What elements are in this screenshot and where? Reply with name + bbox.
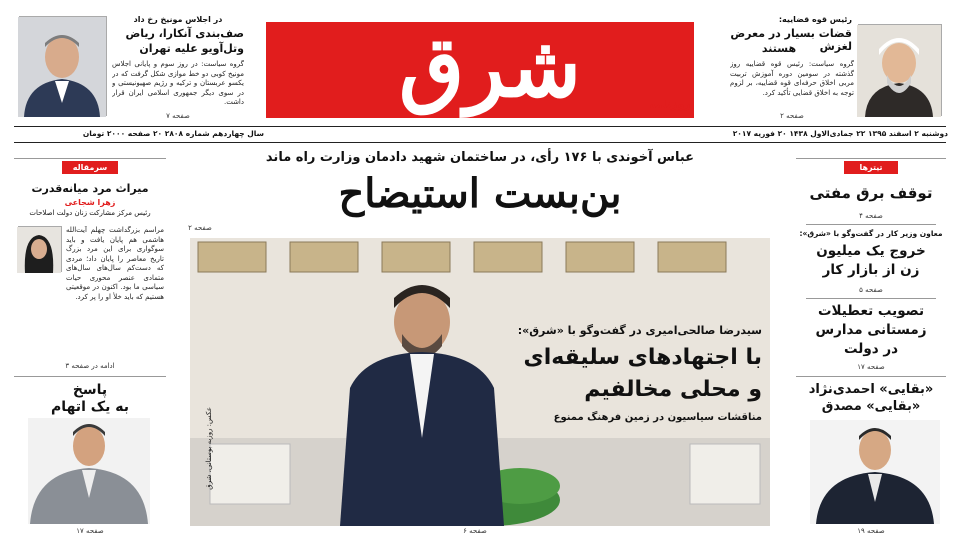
masthead-rule [14,126,946,127]
right-item-3-title[interactable]: تصویب تعطیلات زمستانی مدارس در دولت [815,303,927,357]
right-column-top-rule [796,158,946,159]
portrait-icon [17,227,61,273]
portrait-icon [810,420,940,524]
top-right-headline-1[interactable]: قضات بسیار در معرض لغزش [730,27,852,53]
left-column-top-rule [14,158,166,159]
right-rule-3 [796,376,946,377]
editorial-author: زهرا شجاعی [64,198,116,207]
right-bottom-page: صفحه ۱۹ [857,527,885,535]
left-bottom-photo [28,418,150,524]
main-headline-page: صفحه ۲ [188,224,212,232]
editorial-author-role: رئیس مرکز مشارکت زنان دولت اصلاحات [29,209,151,217]
right-item-3-page: صفحه ۱۷ [857,363,885,371]
right-item-2-kicker: معاون وزیر کار در گفت‌وگو با «شرق»: [799,229,943,238]
portrait-icon [857,25,941,117]
left-bottom-headline-1[interactable]: پاسخ [72,382,108,398]
issue-line: سال چهاردهم شماره ۲۸۰۸ ۲۰ صفحه ۲۰۰۰ تومان [82,129,264,138]
right-rule-1 [806,224,936,225]
left-column-mid-rule [14,376,166,377]
photo-title-2[interactable]: و محلی مخالفیم [584,377,762,402]
date-line: دوشنبه ۲ اسفند ۱۳۹۵ ۲۲ جمادی‌الاول ۱۴۳۸ ۲۰ فوریه ۲۰۱۷ [732,129,948,138]
right-item-2-page: صفحه ۵ [859,286,883,294]
right-item-2-title[interactable]: خروج یک میلیون زن از بازار کار [816,243,926,278]
photo-title-1[interactable]: با اجتهادهای سلیقه‌ای [523,345,762,370]
left-bottom-page: صفحه ۱۷ [76,527,104,535]
right-item-1-page: صفحه ۴ [859,212,883,220]
masthead-logo: شرق [399,17,581,116]
photo-sub: مناقشات سیاسیون در زمین فرهنگ ممنوع [553,412,762,423]
top-right-kicker: رئیس قوه قضاییه: [778,15,852,24]
editorial-body: مراسم بزرگداشت چهلم آیت‌الله هاشمی هم پایان یافت و باید سوگواری برای این مرد بزرگ تاریخ معاصر را پایان داد؛ مردی که دست‌کم سال‌های سال‌های متمادی عنصر محوری حیات سیاسی ما بود. اکنون در موقعیتی هستیم که باید خلأ او را پر کرد. [66,226,164,301]
top-left-page: صفحه ۷ [166,112,190,120]
editorial-label: سرمقاله [62,161,118,174]
right-item-1-title[interactable]: توقف برق مفتی [809,184,933,202]
left-bottom-headline-2[interactable]: به یک اتهام [51,399,129,415]
right-bottom-headline-2[interactable]: «بقایی» مصدق [821,399,921,414]
judiciary-chief-photo [858,24,942,116]
main-subhead[interactable]: عباس آخوندی با ۱۷۶ رأی، در ساختمان شهید دادمان وزارت راه ماند [265,150,695,165]
top-right-body: گروه سیاست: رئیس قوه قضاییه روز گذشته در سومین دوره آموزش تربیت مربی اخلاق حرفه‌ای قوه قضاییه، بر لزوم توجه به اخلاق قضایی تأکید کرد. [730,60,854,97]
photo-credit: عکس: روزبه بوستانی، شرق [205,407,213,490]
masthead [0,0,960,143]
masthead-rule-2 [14,142,946,143]
headlines-label: تیترها [844,161,898,174]
right-bottom-headline-1[interactable]: «بقایی» احمدی‌نژاد [808,382,934,397]
masthead-logo-sub: روزنامه [649,98,691,111]
portrait-icon [28,418,150,524]
editorial-author-photo [18,226,62,272]
editorial-title[interactable]: میراث مرد میانه‌قدرت [31,182,149,195]
top-left-kicker: در اجلاس مونیخ رخ داد [133,15,223,24]
portrait-icon [18,17,106,117]
top-left-headline-1[interactable]: صف‌بندی آنکارا، ریاض [125,27,244,40]
right-rule-2 [806,298,936,299]
top-left-body: گروه سیاست: در روز سوم و پایانی اجلاس مونیخ کوبی دو خط موازی شکل گرفت که در یکسو عربستان و ترکیه و رژیم صهیونیستی و در سوی دیگر جمهوری اسلامی ایران قرار داشت. [112,60,244,106]
top-left-headline-2[interactable]: وتل‌آویو علیه تهران [139,42,244,55]
photo-kicker: سیدرضا صالحی‌امیری در گفت‌وگو با «شرق»: [517,324,762,337]
photo-page: صفحه ۶ [463,527,487,535]
right-bottom-photo [810,420,940,524]
editorial-page: ادامه در صفحه ۳ [65,362,115,370]
top-right-page: صفحه ۲ [780,112,804,120]
main-headline[interactable]: بن‌بست استیضاح [338,170,622,217]
top-right-headline-2[interactable]: هستند [761,42,797,55]
zarif-photo [19,16,107,116]
